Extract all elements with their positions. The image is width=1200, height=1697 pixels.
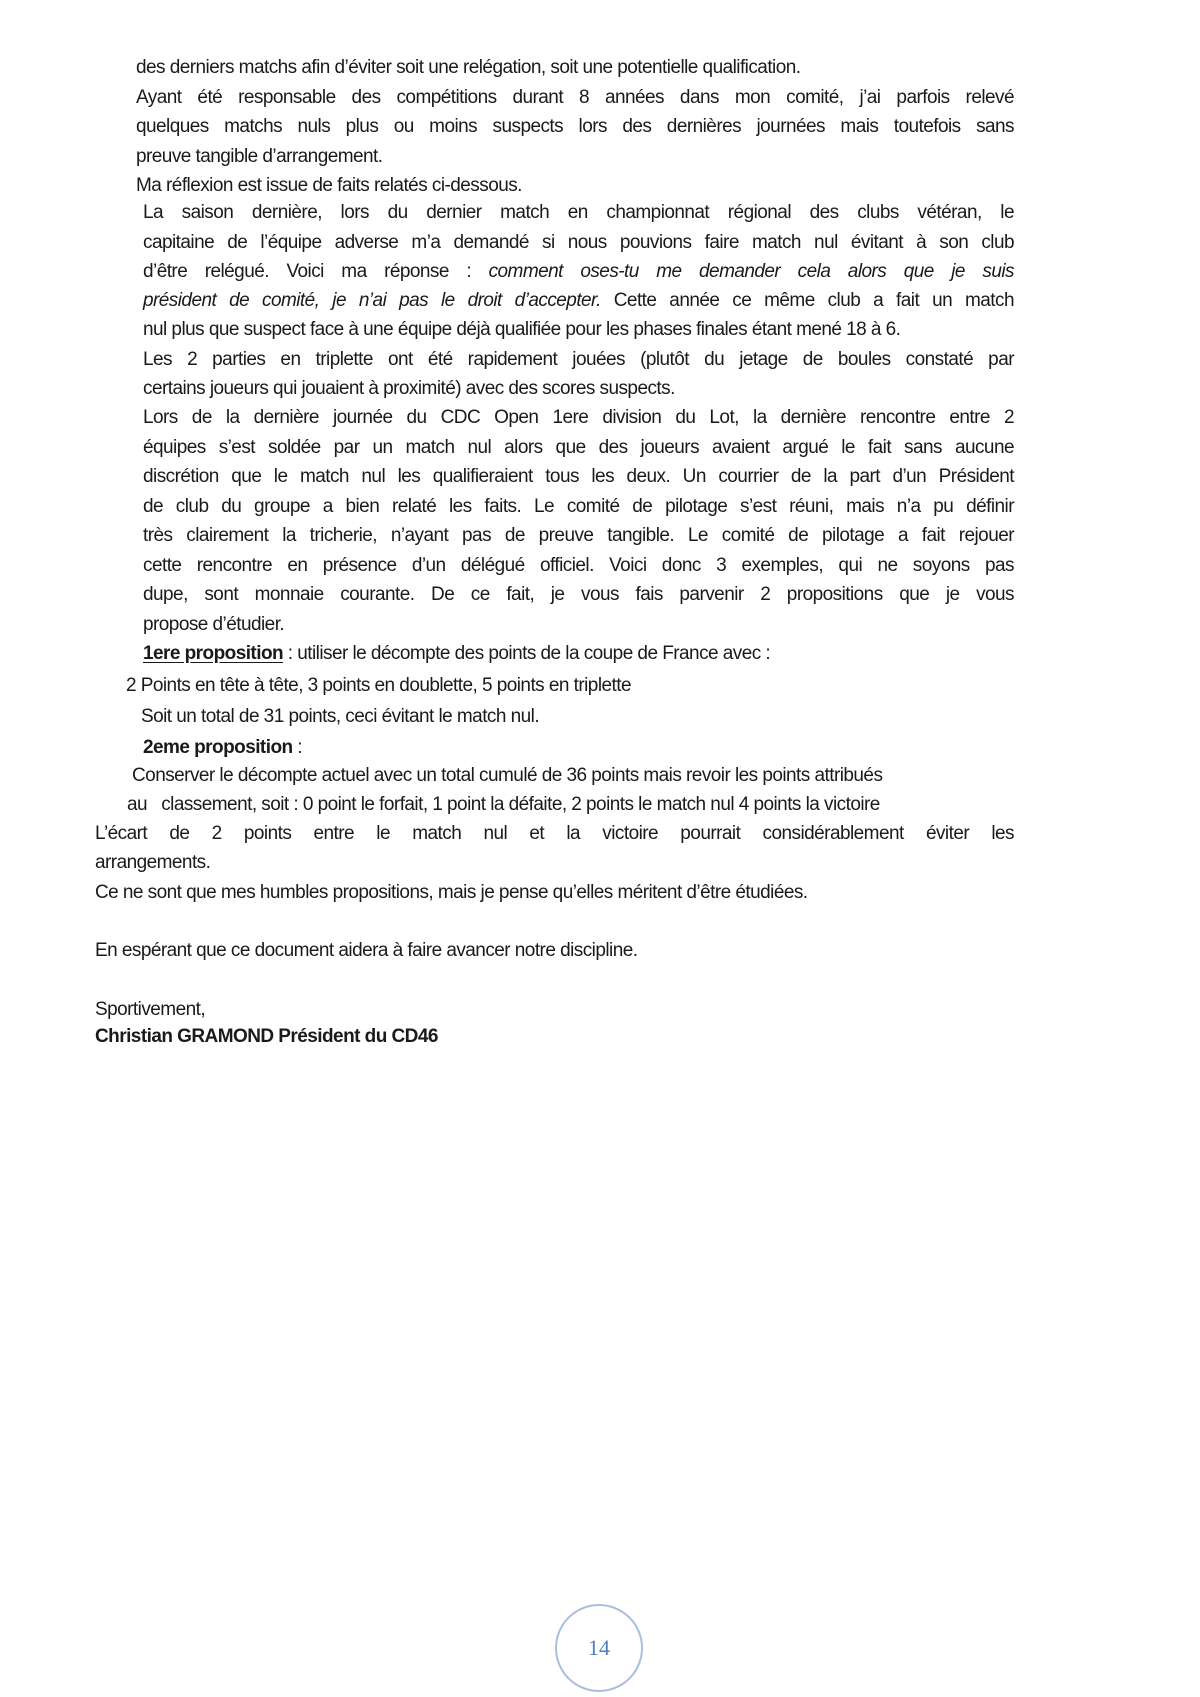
paragraph-line: des derniers matchs afin d’éviter soit une relégation, soit une potentielle qualification.: [136, 57, 801, 78]
paragraph-line: Ce ne sont que mes humbles propositions, mais je pense qu’elles méritent d’être étudiées.: [95, 882, 808, 903]
text-run: : utiliser le décompte des points de la coupe de France avec :: [283, 643, 771, 664]
proposal-2-line: [143, 736, 302, 760]
paragraph-line: L’écart de 2 points entre le match nul et la victoire pourrait considérablement éviter les: [95, 823, 1014, 844]
text-run: :: [292, 737, 303, 758]
paragraph-line: très clairement la tricherie, n’ayant pas de preuve tangible. Le comité de pilotage a fait rejouer: [143, 525, 1014, 546]
proposal-1-heading: 1ere proposition: [143, 643, 284, 664]
signature: Christian GRAMOND Président du CD46: [95, 1026, 438, 1047]
paragraph-line: nul plus que suspect face à une équipe déjà qualifiée pour les phases finales étant mené 18 à 6.: [143, 319, 901, 340]
closing-line: En espérant que ce document aidera à faire avancer notre discipline.: [95, 940, 638, 961]
paragraph-line: certains joueurs qui jouaient à proximité) avec des scores suspects.: [143, 378, 675, 399]
quoted-reply: comment oses-tu me demander cela alors que je suis: [488, 261, 1014, 282]
proposal-2-detail: au classement, soit : 0 point le forfait, 1 point la défaite, 2 points le match nul 4 points la victoire: [127, 794, 880, 815]
paragraph-line: équipes s’est soldée par un match nul alors que des joueurs avaient argué le fait sans aucune: [143, 437, 1014, 458]
paragraph-line: capitaine de l’équipe adverse m’a demandé si nous pouvions faire match nul évitant à son club: [143, 232, 1014, 253]
paragraph-line: quelques matchs nuls plus ou moins suspects lors des dernières journées mais toutefois sans: [136, 116, 1014, 137]
paragraph-line: La saison dernière, lors du dernier match en championnat régional des clubs vétéran, le: [143, 202, 1014, 223]
paragraph-line: Les 2 parties en triplette ont été rapidement jouées (plutôt du jetage de boules constaté par: [143, 349, 1014, 370]
proposal-2-detail: Conserver le décompte actuel avec un total cumulé de 36 points mais revoir les points attribués: [132, 765, 883, 786]
proposal-1-line: [143, 642, 770, 666]
paragraph-line: dupe, sont monnaie courante. De ce fait, je vous fais parvenir 2 propositions que je vous: [143, 584, 1014, 605]
paragraph-line: Ma réflexion est issue de faits relatés ci-dessous.: [136, 175, 522, 196]
text-run: d’être relégué. Voici ma réponse :: [143, 261, 489, 282]
paragraph-line: arrangements.: [95, 852, 211, 873]
paragraph-line: preuve tangible d’arrangement.: [136, 146, 383, 167]
page-number: 14: [588, 1635, 610, 1660]
paragraph-line: [143, 289, 1014, 313]
paragraph-line: cette rencontre en présence d’un délégué officiel. Voici donc 3 exemples, qui ne soyons pas: [143, 555, 1014, 576]
text-run: Cette année ce même club a fait un match: [600, 290, 1015, 311]
paragraph-line: de club du groupe a bien relaté les faits. Le comité de pilotage s’est réuni, mais n’a pu définir: [143, 496, 1014, 517]
proposal-1-detail: Soit un total de 31 points, ceci évitant le match nul.: [141, 706, 540, 727]
paragraph-line: [143, 260, 1014, 284]
paragraph-line: Ayant été responsable des compétitions durant 8 années dans mon comité, j’ai parfois relevé: [136, 87, 1014, 108]
quoted-reply: président de comité, je n’ai pas le droit d’accepter.: [143, 290, 601, 311]
paragraph-line: Lors de la dernière journée du CDC Open 1ere division du Lot, la dernière rencontre entre 2: [143, 407, 1014, 428]
page-number-badge: [555, 1604, 643, 1692]
proposal-1-detail: 2 Points en tête à tête, 3 points en doublette, 5 points en triplette: [126, 675, 631, 696]
paragraph-line: propose d’étudier.: [143, 614, 285, 635]
proposal-2-heading: 2eme proposition: [143, 737, 293, 758]
paragraph-line: discrétion que le match nul les qualifieraient tous les deux. Un courrier de la part d’un Président: [143, 466, 1014, 487]
salutation: Sportivement,: [95, 999, 206, 1020]
